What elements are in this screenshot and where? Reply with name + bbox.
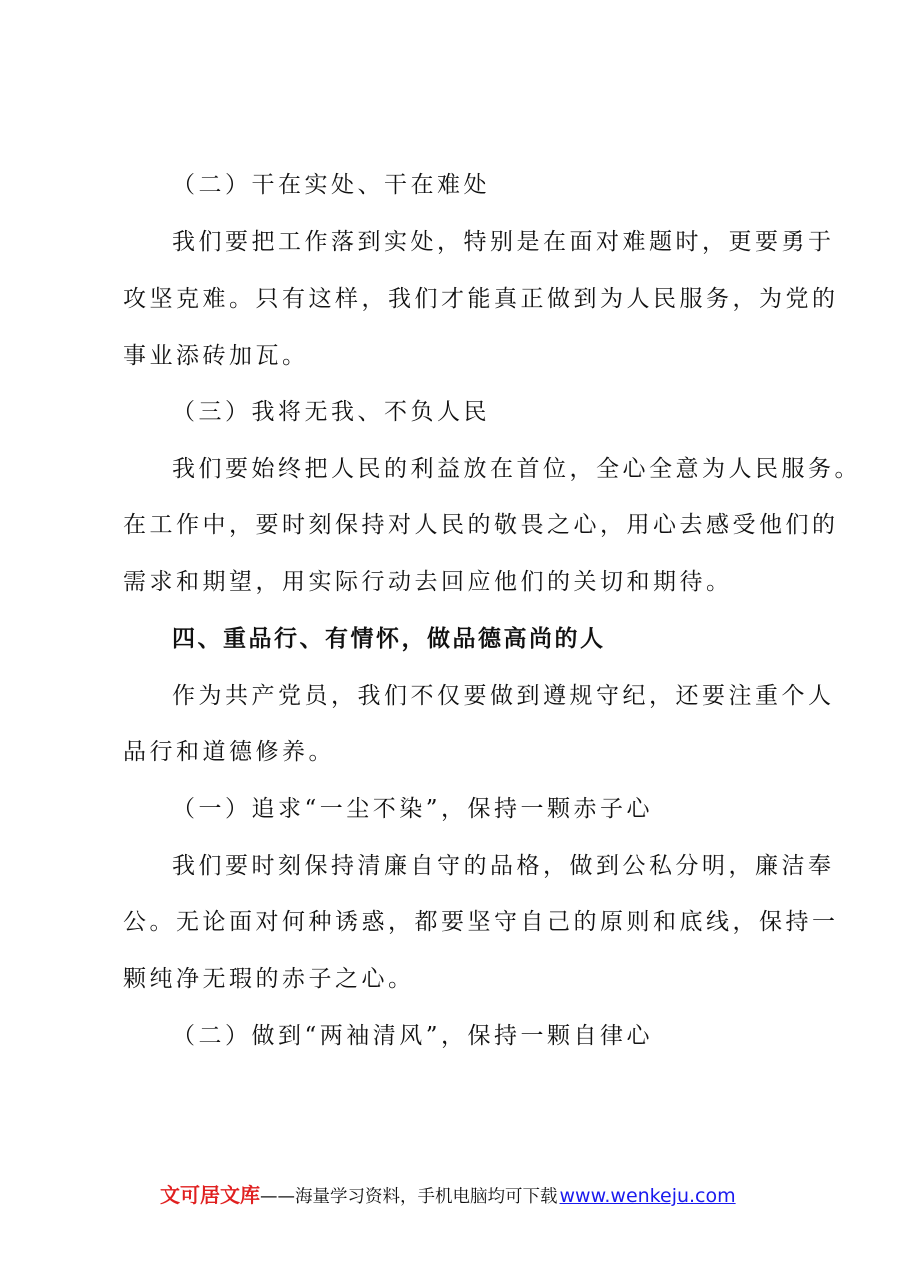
paragraph-line: 我们要时刻保持清廉自守的品格，做到公私分明，廉洁奉 bbox=[172, 853, 835, 879]
section-heading: （二）干在实处、干在难处 bbox=[172, 172, 490, 198]
footer-brand: 文可居文库 bbox=[160, 1183, 260, 1207]
paragraph-line: 公。无论面对何种诱惑，都要坚守自己的原则和底线，保持一 bbox=[123, 909, 839, 935]
paragraph-line: 作为共产党员，我们不仅要做到遵规守纪，还要注重个人 bbox=[172, 683, 835, 709]
footer-banner bbox=[160, 1182, 736, 1210]
paragraph-line: 品行和道德修养。 bbox=[123, 739, 335, 765]
paragraph-line: 我们要把工作落到实处，特别是在面对难题时，更要勇于 bbox=[172, 229, 835, 255]
footer-link[interactable]: www.wenkeju.com bbox=[559, 1185, 736, 1207]
paragraph-line: 颗纯净无瑕的赤子之心。 bbox=[123, 966, 415, 992]
section-heading: （三）我将无我、不负人民 bbox=[172, 399, 490, 425]
paragraph-line: 我们要始终把人民的利益放在首位，全心全意为人民服务。 bbox=[172, 456, 861, 482]
paragraph-line: 在工作中，要时刻保持对人民的敬畏之心，用心去感受他们的 bbox=[123, 512, 839, 538]
paragraph-line: 需求和期望，用实际行动去回应他们的关切和期待。 bbox=[123, 569, 733, 595]
chapter-heading: 四、重品行、有情怀，做品德高尚的人 bbox=[172, 626, 606, 652]
paragraph-line: 事业添砖加瓦。 bbox=[123, 343, 309, 369]
section-heading: （二）做到“两袖清风”，保持一颗自律心 bbox=[172, 1023, 654, 1049]
paragraph-line: 攻坚克难。只有这样，我们才能真正做到为人民服务，为党的 bbox=[123, 286, 839, 312]
section-heading: （一）追求“一尘不染”，保持一颗赤子心 bbox=[172, 796, 654, 822]
footer-text: ——海量学习资料，手机电脑均可下载 bbox=[260, 1187, 558, 1207]
